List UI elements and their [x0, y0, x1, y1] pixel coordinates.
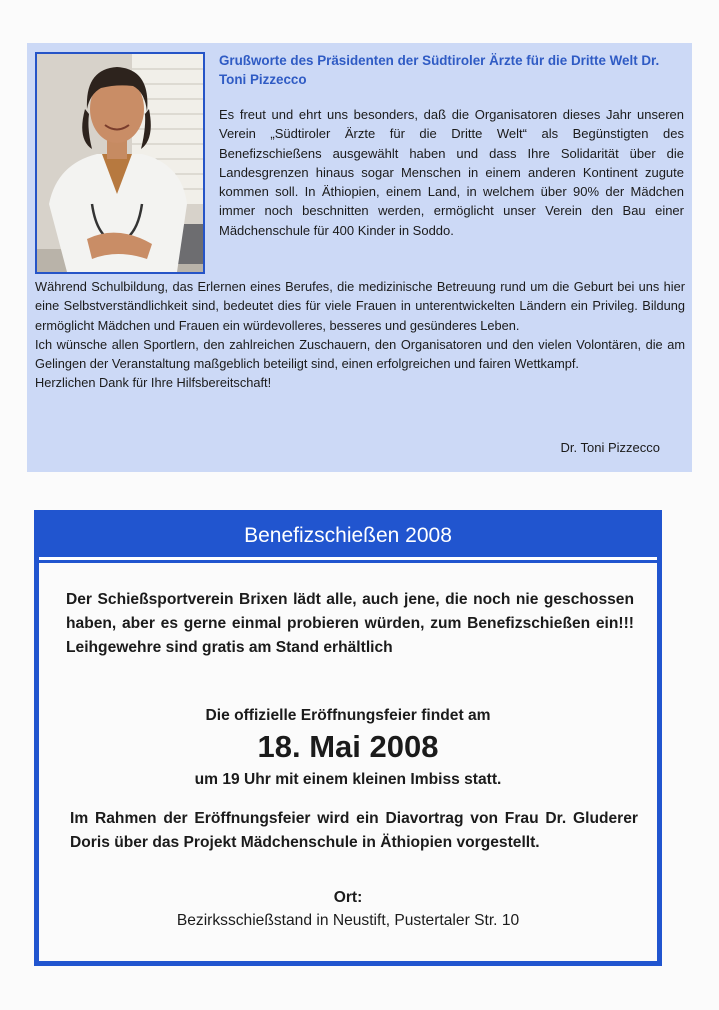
event-presentation-text: Im Rahmen der Eröffnungsfeier wird ein Diavortrag von Frau Dr. Gluderer Doris über das Projekt Mädchenschule in Äthiopien vorgestellt.	[70, 810, 638, 851]
event-location-label: Ort:	[333, 889, 363, 906]
event-location-address: Bezirksschießstand in Neustift, Pustertaler Str. 10	[176, 912, 520, 929]
event-announcement-box	[34, 510, 662, 966]
greeting-paragraph-3: Ich wünsche allen Sportlern, den zahlreichen Zuschauern, den Organisatoren und den vielen Volontären, die am Gelingen der Veranstaltung maßgeblich beteiligt sind, einen erfolgreichen und fairen Wettkampf.	[35, 336, 685, 372]
greeting-signature: Dr. Toni Pizzecco	[560, 440, 660, 455]
greeting-paragraph-4: Herzlichen Dank für Ihre Hilfsbereitschaft!	[35, 375, 272, 391]
greeting-body	[35, 277, 685, 393]
greeting-box	[27, 43, 692, 472]
event-title: Benefizschießen 2008	[244, 524, 452, 547]
event-date: 18. Mai 2008	[257, 729, 439, 764]
event-time-text: um 19 Uhr mit einem kleinen Imbiss statt.	[194, 771, 502, 788]
president-portrait-photo	[35, 52, 205, 274]
greeting-intro-paragraph: Es freut und ehrt uns besonders, daß die Organisatoren dieses Jahr unseren Verein „Südtiroler Ärzte für die Dritte Welt“ als Begünstigten des Benefizschießens ausgewählt haben und dass Ihre Solidarität über die Landesgrenzen hinaus sogar Menschen in einem anderen Kontinent zugute kommen soll. In Äthiopien, einem Land, in welchem über 90% der Mädchen immer noch beschnitten werden, ermöglicht unser Verein den Bau einer Mädchenschule für 400 Kinder in Soddo.	[219, 107, 684, 238]
event-ceremony-intro: Die offizielle Eröffnungsfeier findet am	[205, 707, 491, 724]
event-invitation-text: Der Schießsportverein Brixen lädt alle, auch jene, die noch nie geschossen haben, aber es gerne einmal probieren würden, zum Benefizschießen ein!!! Leihgewehre sind gratis am Stand erhältlich	[66, 591, 634, 656]
greeting-title: Grußworte des Präsidenten der Südtiroler Ärzte für die Dritte Welt Dr. Toni Pizzecco	[219, 53, 660, 87]
greeting-paragraph-2: Während Schulbildung, das Erlernen eines Berufes, die medizinische Betreuung rund um die Geburt bei uns hier eine Selbstverständlichkeit sind, bedeutet dies für viele Frauen in unterentwickelten Ländern ein Privileg. Bildung ermöglicht Mädchen und Frauen ein würdevolleres, besseres und gesünderes Leben.	[35, 279, 685, 333]
event-title-banner	[39, 515, 657, 560]
